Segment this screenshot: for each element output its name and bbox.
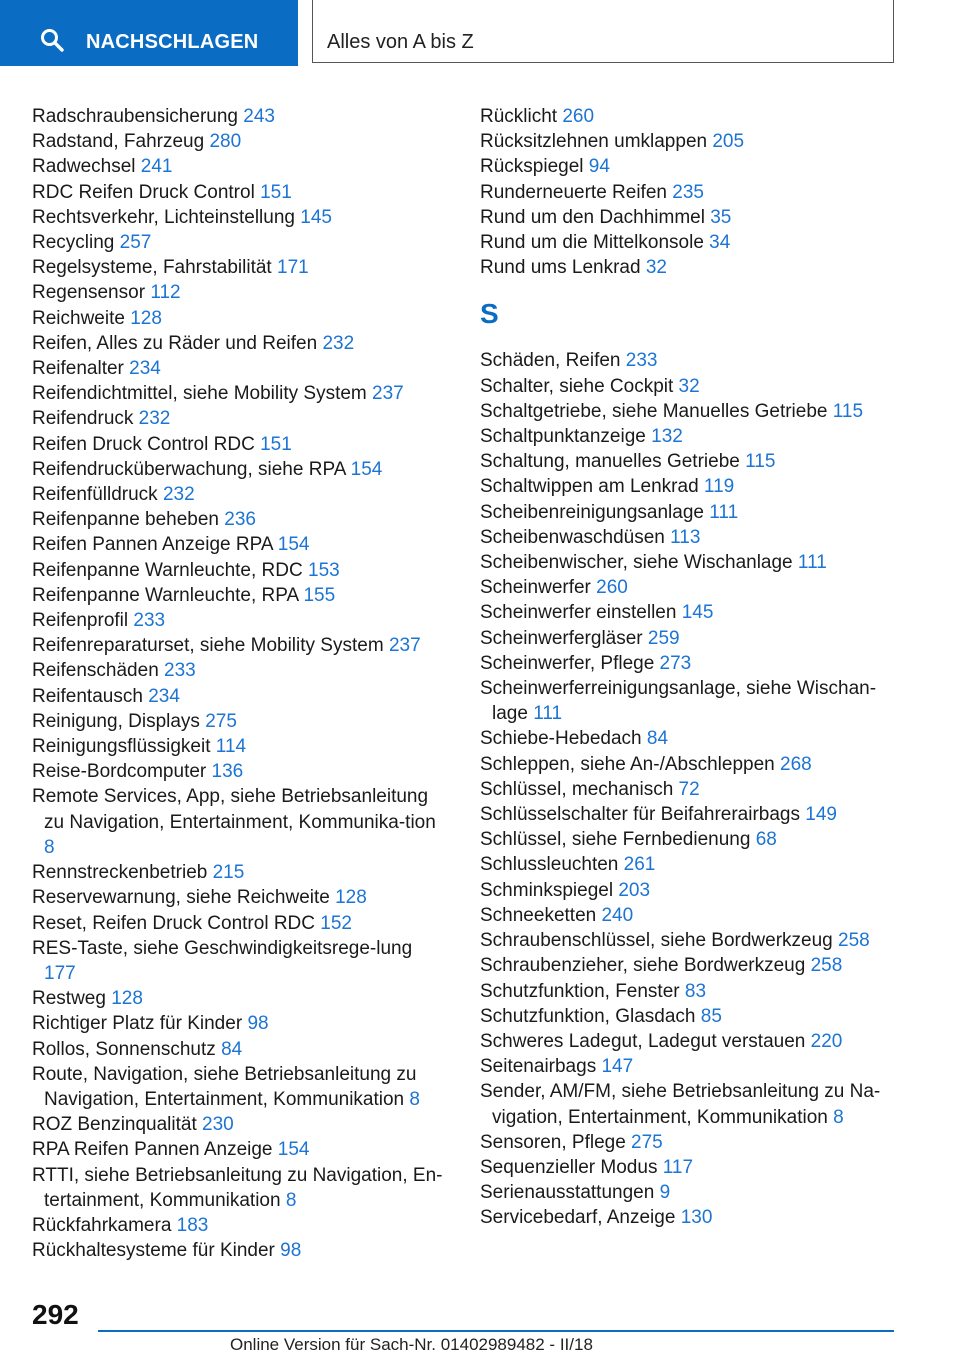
index-term: Schäden, Reifen bbox=[480, 350, 621, 372]
page-link[interactable]: 114 bbox=[215, 736, 247, 758]
index-term: Scheinwerfergläser bbox=[480, 627, 643, 649]
index-term: Schlüssel, siehe Fernbedienung bbox=[480, 829, 751, 851]
index-term: Scheinwerfer einstellen bbox=[480, 602, 677, 624]
index-term: Rückhaltesysteme für Kinder bbox=[32, 1240, 275, 1262]
index-entry bbox=[480, 474, 900, 499]
index-term: Schalter, siehe Cockpit bbox=[480, 375, 674, 397]
index-term: Schaltpunktanzeige bbox=[480, 426, 646, 448]
page-link[interactable]: 237 bbox=[388, 635, 421, 657]
page-link[interactable]: 275 bbox=[631, 1131, 663, 1153]
page-link[interactable]: 136 bbox=[211, 761, 244, 783]
index-term: RES-Taste, siehe Geschwindigkeitsrege‐lung bbox=[32, 937, 413, 959]
index-term: Rund um den Dachhimmel bbox=[480, 206, 705, 228]
index-entry bbox=[480, 374, 900, 399]
page-link[interactable]: 258 bbox=[838, 930, 870, 952]
index-entry bbox=[480, 1155, 900, 1180]
index-entry bbox=[480, 550, 900, 575]
index-term: Reifen Druck Control RDC bbox=[32, 433, 255, 455]
index-entry bbox=[32, 558, 444, 583]
index-term: Reservewarnung, siehe Reichweite bbox=[32, 887, 330, 909]
page-link[interactable]: 68 bbox=[755, 829, 777, 851]
index-entry bbox=[480, 129, 900, 154]
page-link[interactable]: 145 bbox=[300, 206, 332, 228]
page-link[interactable]: 234 bbox=[148, 685, 180, 707]
index-term: Schleppen, siehe An-/Abschleppen bbox=[480, 753, 775, 775]
page-link[interactable]: 117 bbox=[662, 1156, 694, 1178]
page-link[interactable]: 85 bbox=[700, 1005, 722, 1027]
index-term: Rennstreckenbetrieb bbox=[32, 862, 208, 884]
index-entry bbox=[480, 348, 900, 373]
index-term: Rücklicht bbox=[480, 106, 558, 127]
index-entry bbox=[480, 424, 900, 449]
page-link[interactable]: 8 bbox=[409, 1088, 420, 1110]
index-entry bbox=[480, 180, 900, 205]
page-link[interactable]: 273 bbox=[659, 652, 692, 674]
index-entry bbox=[480, 777, 900, 802]
page-link[interactable]: 145 bbox=[681, 602, 714, 624]
index-entry bbox=[480, 230, 900, 255]
page-link[interactable]: 111 bbox=[709, 501, 739, 523]
index-term: Reise-Bordcomputer bbox=[32, 761, 207, 783]
index-term: Schneeketten bbox=[480, 904, 597, 926]
index-term: Recycling bbox=[32, 232, 115, 254]
index-term: Servicebedarf, Anzeige bbox=[480, 1207, 676, 1229]
page-link[interactable]: 9 bbox=[659, 1182, 671, 1204]
index-term: Route, Navigation, siehe Betriebsanleitung zu Navigation, Entertainment, Kommunikation bbox=[32, 1063, 417, 1110]
page-link[interactable]: 232 bbox=[138, 408, 171, 430]
page-link[interactable]: 113 bbox=[670, 526, 701, 548]
index-term: Reset, Reifen Druck Control RDC bbox=[32, 912, 315, 934]
page-link[interactable]: 237 bbox=[372, 383, 404, 405]
index-term: Reifentausch bbox=[32, 685, 143, 707]
page-link[interactable]: 177 bbox=[44, 962, 76, 984]
index-term: Scheinwerfer bbox=[480, 577, 591, 599]
index-entry bbox=[480, 255, 900, 280]
index-entry bbox=[32, 1238, 444, 1263]
index-entry bbox=[480, 575, 900, 600]
page-link[interactable]: 111 bbox=[533, 703, 563, 725]
index-entry bbox=[32, 356, 444, 381]
index-term: Schaltgetriebe, siehe Manuelles Getriebe bbox=[480, 400, 828, 422]
search-icon bbox=[40, 28, 64, 52]
index-term: Reichweite bbox=[32, 307, 125, 329]
page-link[interactable]: 155 bbox=[303, 584, 336, 606]
index-entry bbox=[480, 827, 900, 852]
index-term: Sensoren, Pflege bbox=[480, 1131, 626, 1153]
index-entry bbox=[32, 1062, 444, 1112]
page-link[interactable]: 233 bbox=[164, 660, 196, 682]
index-entry bbox=[32, 306, 444, 331]
index-term: RTTI, siehe Betriebsanleitung zu Navigation, En‐tertainment, Kommunikation bbox=[32, 1164, 443, 1211]
index-entry bbox=[32, 1037, 444, 1062]
page-link[interactable]: 112 bbox=[150, 282, 181, 304]
page-link[interactable]: 153 bbox=[308, 559, 340, 581]
index-term: Reifenprofil bbox=[32, 610, 129, 632]
page-link[interactable]: 243 bbox=[243, 106, 275, 127]
index-group-s bbox=[480, 348, 900, 1230]
index-entry bbox=[32, 507, 444, 532]
index-entry bbox=[480, 878, 900, 903]
page-link[interactable]: 215 bbox=[212, 862, 245, 884]
index-entry bbox=[32, 154, 444, 179]
index-entry bbox=[480, 676, 900, 726]
page-link[interactable]: 240 bbox=[601, 904, 634, 926]
online-version-note: Online Version für Sach-Nr. 01402989482 - II/18 bbox=[230, 1335, 593, 1354]
page-link[interactable]: 32 bbox=[678, 375, 700, 397]
page-link[interactable]: 98 bbox=[280, 1240, 302, 1262]
page-link[interactable]: 232 bbox=[322, 332, 355, 354]
page-link[interactable]: 152 bbox=[320, 912, 352, 934]
index-term: Reifenreparaturset, siehe Mobility System bbox=[32, 635, 384, 657]
index-term: Rund ums Lenkrad bbox=[480, 257, 641, 279]
index-term: Rechtsverkehr, Lichteinstellung bbox=[32, 206, 295, 228]
index-term: Sender, AM/FM, siehe Betriebsanleitung zu Na‐vigation, Entertainment, Kommunikation bbox=[480, 1081, 881, 1128]
index-group-r-continued bbox=[480, 104, 900, 280]
index-entry bbox=[32, 482, 444, 507]
page-link[interactable]: 130 bbox=[680, 1207, 713, 1229]
index-term: Runderneuerte Reifen bbox=[480, 181, 667, 203]
page-link[interactable]: 232 bbox=[162, 484, 195, 506]
page-link[interactable]: 151 bbox=[260, 181, 292, 203]
index-term: Schlussleuchten bbox=[480, 854, 619, 876]
index-entry bbox=[480, 979, 900, 1004]
index-entry bbox=[480, 104, 900, 129]
page-link[interactable]: 183 bbox=[176, 1214, 209, 1236]
index-entry bbox=[480, 928, 900, 953]
index-term: RPA Reifen Pannen Anzeige bbox=[32, 1139, 273, 1161]
top-navigation bbox=[0, 0, 960, 66]
index-entry bbox=[480, 1004, 900, 1029]
index-term: Rollos, Sonnenschutz bbox=[32, 1038, 216, 1060]
page-number: 292 bbox=[32, 1299, 79, 1330]
page-link[interactable]: 154 bbox=[277, 534, 310, 556]
page-link[interactable]: 230 bbox=[202, 1114, 234, 1136]
page-link[interactable]: 151 bbox=[260, 433, 292, 455]
page-link[interactable]: 111 bbox=[797, 552, 827, 574]
index-term: Reifendichtmittel, siehe Mobility System bbox=[32, 383, 367, 405]
index-term: Schaltung, manuelles Getriebe bbox=[480, 451, 740, 473]
index-term: Reifenalter bbox=[32, 358, 124, 380]
page-link[interactable]: 154 bbox=[350, 458, 383, 480]
index-term: Reifendruck bbox=[32, 408, 134, 430]
index-term: Reifenpanne Warnleuchte, RPA bbox=[32, 584, 299, 606]
index-entry bbox=[32, 759, 444, 784]
index-entry bbox=[32, 1011, 444, 1036]
page-link[interactable]: 128 bbox=[335, 887, 367, 909]
index-entry bbox=[480, 1130, 900, 1155]
index-term: Schaltwippen am Lenkrad bbox=[480, 476, 699, 498]
page-link[interactable]: 205 bbox=[712, 131, 745, 153]
page-link[interactable]: 83 bbox=[684, 980, 707, 1002]
index-term: Rücksitzlehnen umklappen bbox=[480, 131, 708, 153]
index-entry bbox=[480, 1180, 900, 1205]
index-entry bbox=[32, 406, 444, 431]
index-entry bbox=[32, 255, 444, 280]
index-term: Rückfahrkamera bbox=[32, 1214, 172, 1236]
page-link[interactable]: 98 bbox=[247, 1013, 269, 1035]
index-term: Radwechsel bbox=[32, 156, 136, 178]
index-entry bbox=[480, 752, 900, 777]
index-column-right bbox=[480, 104, 900, 1231]
index-entry bbox=[480, 1029, 900, 1054]
index-entry bbox=[480, 205, 900, 230]
index-term: Reifenpanne beheben bbox=[32, 509, 220, 531]
index-term: Reifenfülldruck bbox=[32, 484, 158, 506]
page-link[interactable]: 8 bbox=[285, 1189, 297, 1211]
index-term: Schutzfunktion, Glasdach bbox=[480, 1005, 696, 1027]
tab-nachschlagen[interactable] bbox=[0, 0, 298, 66]
index-entry bbox=[32, 1163, 444, 1213]
index-entry bbox=[32, 986, 444, 1011]
index-entry bbox=[32, 104, 444, 129]
tab-alles-von-a-bis-z-label: Alles von A bis Z bbox=[327, 31, 474, 53]
index-term: Reinigung, Displays bbox=[32, 710, 200, 732]
page-link[interactable]: 115 bbox=[745, 451, 776, 473]
page-link[interactable]: 32 bbox=[645, 257, 667, 279]
index-entry bbox=[32, 280, 444, 305]
index-term: Regensensor bbox=[32, 282, 146, 304]
page-link[interactable]: 84 bbox=[646, 728, 669, 750]
index-entry bbox=[480, 154, 900, 179]
page-link[interactable]: 154 bbox=[277, 1139, 310, 1161]
index-entry bbox=[32, 608, 444, 633]
index-term: Richtiger Platz für Kinder bbox=[32, 1013, 243, 1035]
page-link[interactable]: 275 bbox=[205, 710, 237, 732]
page-link[interactable]: 233 bbox=[625, 350, 658, 372]
index-entry bbox=[32, 532, 444, 557]
page-link[interactable]: 128 bbox=[130, 307, 162, 329]
page-link[interactable]: 261 bbox=[623, 854, 656, 876]
page-link[interactable]: 259 bbox=[647, 627, 680, 649]
page-link[interactable]: 268 bbox=[780, 753, 812, 775]
page-link[interactable]: 234 bbox=[129, 358, 161, 380]
index-term: Schweres Ladegut, Ladegut verstauen bbox=[480, 1030, 806, 1052]
page-link[interactable]: 257 bbox=[119, 232, 152, 254]
index-term: Regelsysteme, Fahrstabilität bbox=[32, 257, 272, 279]
page-link[interactable]: 236 bbox=[224, 509, 256, 531]
page-link[interactable]: 115 bbox=[832, 400, 864, 422]
index-entry bbox=[480, 399, 900, 424]
index-entry bbox=[32, 684, 444, 709]
index-term: Reifenpanne Warnleuchte, RDC bbox=[32, 559, 303, 581]
page-link[interactable]: 220 bbox=[810, 1030, 843, 1052]
index-entry bbox=[32, 331, 444, 356]
page-link[interactable]: 235 bbox=[672, 181, 704, 203]
tab-nachschlagen-label: NACHSCHLAGEN bbox=[86, 31, 259, 53]
page-link[interactable]: 171 bbox=[277, 257, 309, 279]
page-link[interactable]: 132 bbox=[651, 426, 683, 448]
index-term: Scheinwerferreinigungsanlage, siehe Wischan‐lage bbox=[480, 678, 877, 725]
page-link[interactable]: 35 bbox=[710, 206, 732, 228]
index-term: RDC Reifen Druck Control bbox=[32, 181, 255, 203]
index-column-left bbox=[32, 104, 444, 1263]
footer-divider bbox=[98, 1330, 894, 1332]
page-link[interactable]: 241 bbox=[140, 156, 173, 178]
index-term: Restweg bbox=[32, 988, 106, 1010]
index-entry bbox=[32, 709, 444, 734]
index-entry bbox=[32, 129, 444, 154]
index-term: Reifendrucküberwachung, siehe RPA bbox=[32, 458, 346, 480]
index-entry bbox=[32, 583, 444, 608]
page-link[interactable]: 203 bbox=[618, 879, 651, 901]
page-link[interactable]: 280 bbox=[209, 131, 242, 153]
page-link[interactable]: 84 bbox=[221, 1038, 243, 1060]
page-link[interactable]: 128 bbox=[111, 988, 143, 1010]
index-entry bbox=[480, 651, 900, 676]
index-term: Scheinwerfer, Pflege bbox=[480, 652, 655, 674]
page-link[interactable]: 94 bbox=[588, 156, 610, 178]
index-entry bbox=[32, 1213, 444, 1238]
page-link[interactable]: 8 bbox=[44, 836, 55, 858]
index-entry bbox=[32, 432, 444, 457]
index-entry bbox=[32, 1112, 444, 1137]
index-term: Radstand, Fahrzeug bbox=[32, 131, 205, 153]
index-term: Schraubenzieher, siehe Bordwerkzeug bbox=[480, 955, 806, 977]
index-term: Reifenschäden bbox=[32, 660, 159, 682]
index-entry bbox=[480, 1079, 900, 1129]
page-link[interactable]: 260 bbox=[596, 577, 628, 599]
index-entry bbox=[32, 1137, 444, 1162]
index-term: Radschraubensicherung bbox=[32, 106, 238, 127]
index-entry bbox=[32, 658, 444, 683]
index-term: Schlüssel, mechanisch bbox=[480, 778, 674, 800]
page-link[interactable]: 72 bbox=[678, 778, 700, 800]
index-term: Scheibenwischer, siehe Wischanlage bbox=[480, 552, 793, 574]
page-link[interactable]: 147 bbox=[601, 1056, 634, 1078]
page-link[interactable]: 233 bbox=[133, 610, 166, 632]
page-link[interactable]: 260 bbox=[562, 106, 595, 127]
index-term: Reifen Pannen Anzeige RPA bbox=[32, 534, 273, 556]
index-entry bbox=[32, 784, 444, 860]
page-link[interactable]: 119 bbox=[703, 476, 735, 498]
index-entry bbox=[480, 1054, 900, 1079]
index-entry bbox=[32, 885, 444, 910]
index-term: Sequenzieller Modus bbox=[480, 1156, 658, 1178]
index-entry bbox=[32, 911, 444, 936]
index-term: Rückspiegel bbox=[480, 156, 584, 178]
index-term: Reinigungsflüssigkeit bbox=[32, 736, 211, 758]
index-entry bbox=[32, 734, 444, 759]
index-entry bbox=[480, 953, 900, 978]
index-term: Serienausstattungen bbox=[480, 1182, 655, 1204]
page-link[interactable]: 34 bbox=[709, 232, 731, 254]
index-entry bbox=[480, 852, 900, 877]
index-entry bbox=[480, 726, 900, 751]
index-entry bbox=[32, 633, 444, 658]
index-entry bbox=[32, 936, 444, 986]
index-term: Schlüsselschalter für Beifahrerairbags bbox=[480, 804, 800, 826]
index-entry bbox=[480, 903, 900, 928]
index-term: Remote Services, App, siehe Betriebsanleitung zu Navigation, Entertainment, Kommunika‐tion bbox=[32, 786, 436, 833]
index-term: Schminkspiegel bbox=[480, 879, 614, 901]
index-entry bbox=[480, 600, 900, 625]
index-entry bbox=[480, 1205, 900, 1230]
index-entry bbox=[32, 205, 444, 230]
page-link[interactable]: 258 bbox=[810, 955, 843, 977]
index-term: Schiebe-Hebedach bbox=[480, 728, 642, 750]
index-term: Schutzfunktion, Fenster bbox=[480, 980, 680, 1002]
index-term: Schraubenschlüssel, siehe Bordwerkzeug bbox=[480, 930, 833, 952]
index-entry bbox=[480, 525, 900, 550]
index-term: Scheibenreinigungsanlage bbox=[480, 501, 704, 523]
page-link[interactable]: 149 bbox=[805, 804, 837, 826]
index-entry bbox=[32, 860, 444, 885]
index-entry bbox=[480, 500, 900, 525]
index-entry bbox=[480, 626, 900, 651]
index-entry bbox=[32, 180, 444, 205]
index-entry bbox=[480, 449, 900, 474]
index-term: Reifen, Alles zu Räder und Reifen bbox=[32, 332, 318, 354]
index-entry bbox=[32, 230, 444, 255]
index-term: Scheibenwaschdüsen bbox=[480, 526, 665, 548]
index-entry bbox=[480, 802, 900, 827]
index-entry bbox=[32, 381, 444, 406]
index-term: Rund um die Mittelkonsole bbox=[480, 232, 704, 254]
page-link[interactable]: 8 bbox=[833, 1106, 844, 1128]
tab-alles-von-a-bis-z[interactable] bbox=[312, 0, 894, 63]
index-term: Seitenairbags bbox=[480, 1056, 597, 1078]
index-entry bbox=[32, 457, 444, 482]
index-term: ROZ Benzinqualität bbox=[32, 1114, 197, 1136]
index-letter-heading: S bbox=[480, 298, 499, 330]
